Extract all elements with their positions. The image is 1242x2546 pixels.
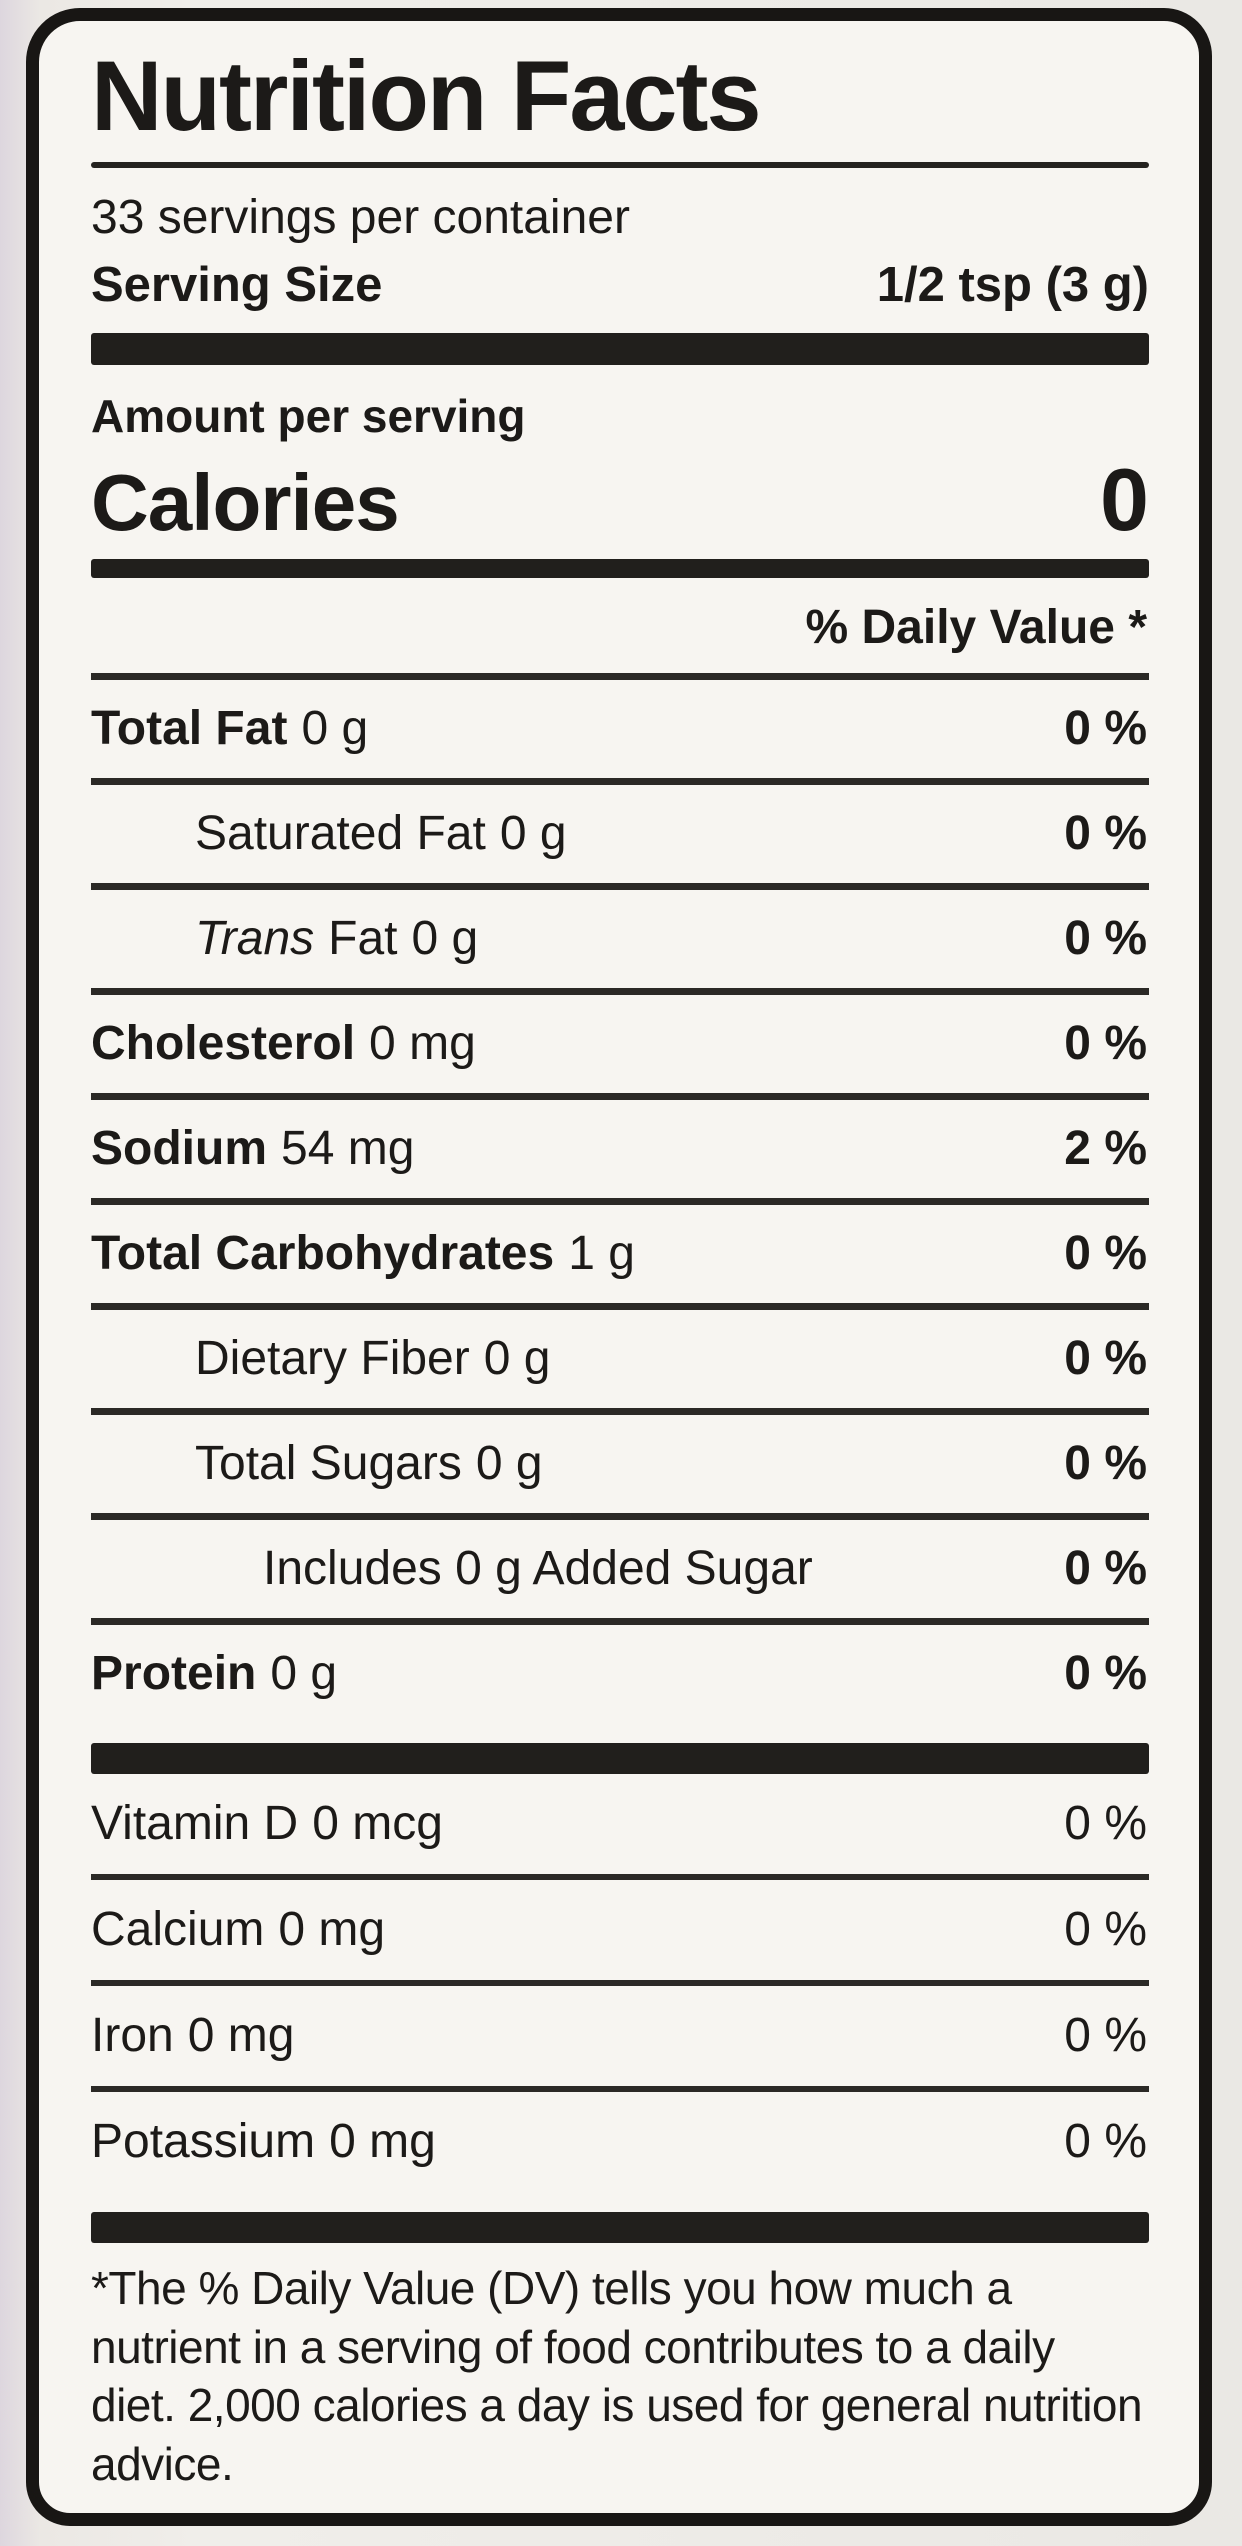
row-name: Cholesterol [91, 1016, 356, 1070]
row-name: Total Sugars [195, 1436, 462, 1490]
row-daily-value: 0 % [1064, 2009, 1147, 2063]
row-daily-value: 0 % [1064, 1436, 1147, 1490]
thick-separator-bottom [91, 2212, 1149, 2243]
row-amount: 1 g [568, 1226, 635, 1280]
row-daily-value: 0 % [1064, 1797, 1147, 1851]
nutrient-row-sodium [91, 1093, 1149, 1198]
thick-separator-middle [91, 1743, 1149, 1774]
row-name: Vitamin D [91, 1797, 299, 1851]
serving-size-label: Serving Size [91, 258, 383, 313]
nutrient-row-dietary-fiber [91, 1303, 1149, 1408]
row-amount: 0 mcg [312, 1797, 443, 1851]
row-name: Calcium [91, 1903, 265, 1957]
row-name-italic: Trans [195, 911, 315, 965]
nutrition-facts-label [26, 8, 1212, 2526]
row-daily-value: 0 % [1064, 1541, 1147, 1595]
servings-per-container: 33 servings per container [91, 191, 630, 245]
row-name: Total Fat [91, 701, 288, 755]
vitamin-row-iron [91, 1980, 1149, 2086]
nutrient-row-added-sugar [91, 1513, 1149, 1618]
row-name: Iron [91, 2009, 174, 2063]
nutrient-row-total-carbohydrates [91, 1198, 1149, 1303]
row-name: Protein [91, 1646, 257, 1700]
row-name: Includes 0 g Added Sugar [263, 1541, 813, 1595]
row-name: Total Carbohydrates [91, 1226, 555, 1280]
serving-size-row [91, 257, 1149, 313]
vitamin-row-calcium [91, 1874, 1149, 1980]
row-amount: 0 mg [187, 2009, 295, 2063]
calories-value: 0 [1100, 449, 1149, 549]
row-amount: 54 mg [281, 1121, 415, 1175]
nutrient-row-saturated-fat [91, 778, 1149, 883]
row-amount: 0 g [499, 806, 567, 860]
calories-row [91, 449, 1149, 551]
row-daily-value: 0 % [1064, 806, 1147, 860]
row-amount: 0 g [270, 1646, 338, 1700]
nutrient-row-trans-fat [91, 883, 1149, 988]
row-amount: 0 mg [369, 1016, 476, 1070]
thick-separator-top [91, 333, 1149, 364]
row-amount: 0 g [483, 1331, 551, 1385]
row-name: Sodium [91, 1121, 267, 1175]
row-name: Fat [328, 911, 398, 965]
amount-per-serving: Amount per serving [91, 389, 526, 442]
row-daily-value: 0 % [1064, 1646, 1147, 1700]
vitamin-row-vitamin-d [91, 1774, 1149, 1874]
row-daily-value: 0 % [1064, 1226, 1147, 1280]
row-name: Potassium [91, 2115, 316, 2169]
row-name: Saturated Fat [195, 806, 486, 860]
nutrient-row-cholesterol [91, 988, 1149, 1093]
row-amount: 0 g [411, 911, 479, 965]
row-amount: 0 mg [278, 1903, 386, 1957]
daily-value-footnote: *The % Daily Value (DV) tells you how much a nutrient in a serving of food contributes to a daily diet. 2,000 calories a day is used for general nutrition advice. [91, 2262, 1143, 2490]
title-divider [91, 162, 1149, 168]
nutrient-row-total-fat [91, 673, 1149, 778]
row-daily-value: 0 % [1064, 1331, 1147, 1385]
row-amount: 0 g [301, 701, 369, 755]
vitamin-row-potassium [91, 2086, 1149, 2192]
daily-value-header: % Daily Value * [805, 600, 1147, 654]
row-name: Dietary Fiber [195, 1331, 470, 1385]
row-daily-value: 0 % [1064, 2115, 1147, 2169]
calories-label: Calories [91, 457, 399, 547]
row-amount: 0 g [475, 1436, 543, 1490]
row-daily-value: 0 % [1064, 1903, 1147, 1957]
row-daily-value: 0 % [1064, 911, 1147, 965]
row-daily-value: 0 % [1064, 1016, 1147, 1070]
row-amount: 0 mg [329, 2115, 436, 2169]
row-daily-value: 0 % [1064, 701, 1147, 755]
nutrient-row-total-sugars [91, 1408, 1149, 1513]
row-daily-value: 2 % [1064, 1121, 1147, 1175]
label-title: Nutrition Facts [91, 40, 760, 151]
serving-size-value: 1/2 tsp (3 g) [876, 258, 1149, 313]
calories-separator [91, 559, 1149, 578]
nutrient-row-protein [91, 1618, 1149, 1723]
